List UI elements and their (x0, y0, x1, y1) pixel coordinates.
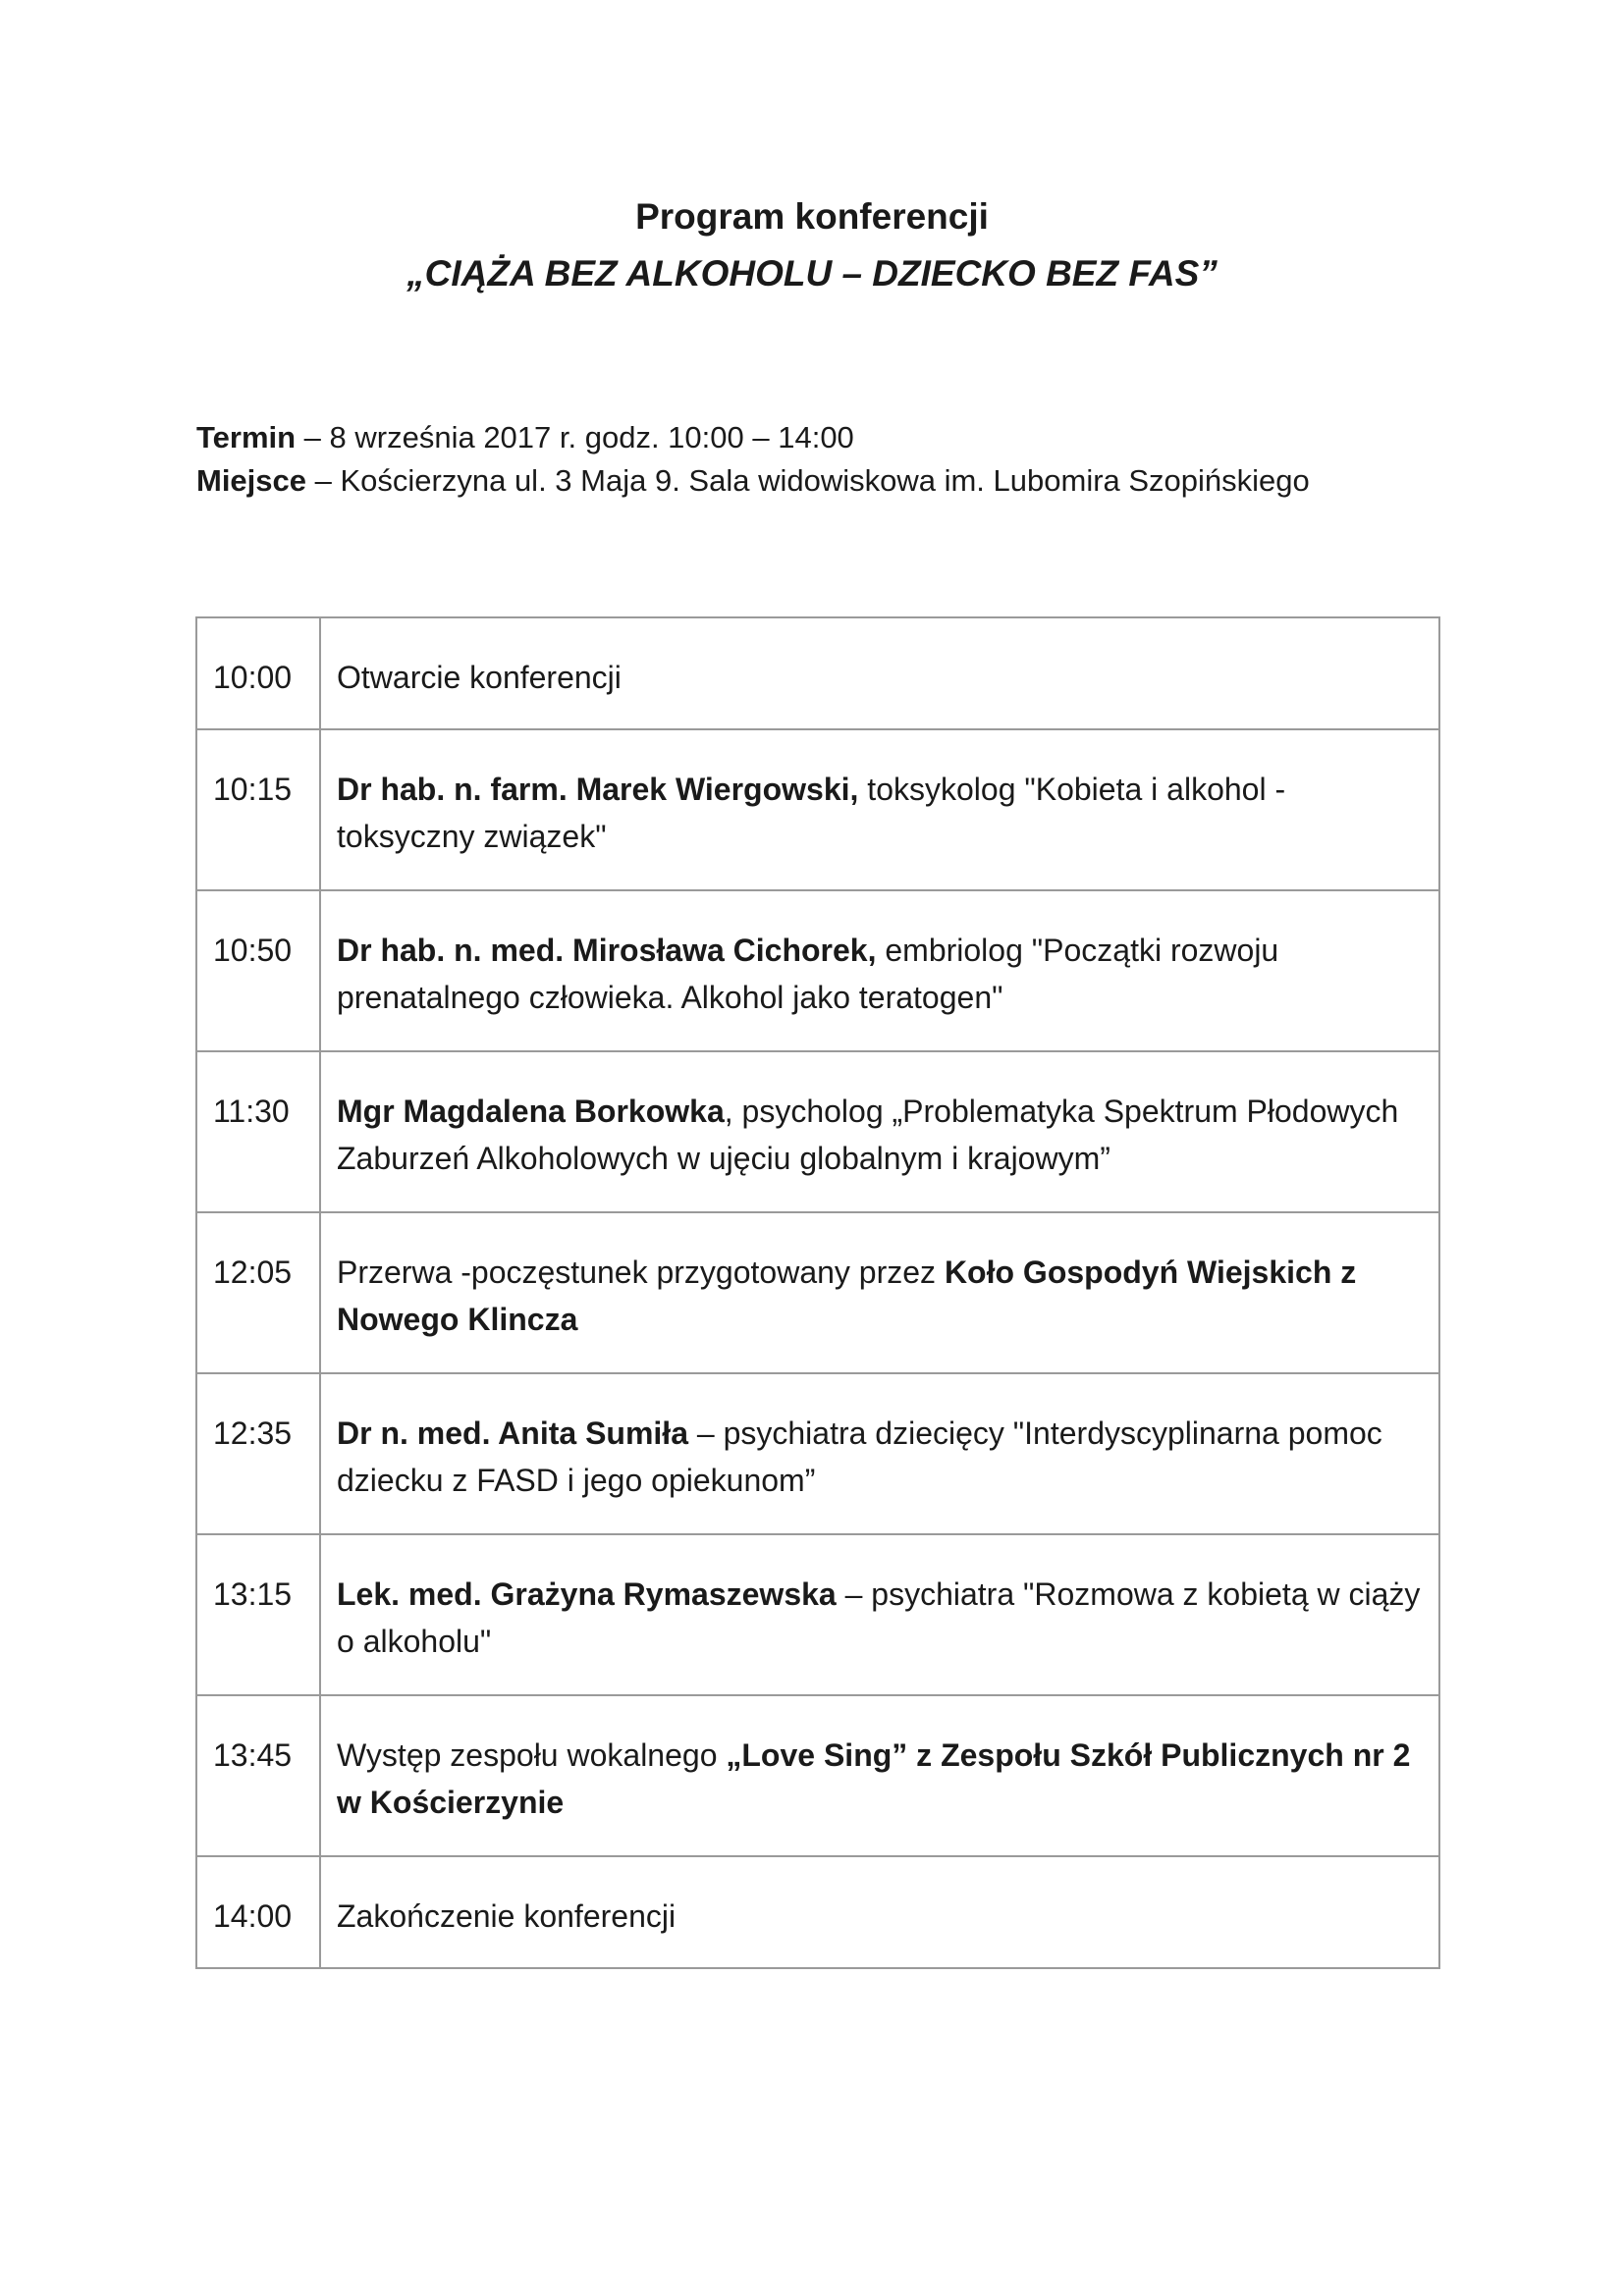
schedule-description (320, 1051, 1439, 1212)
schedule-description (320, 1373, 1439, 1534)
schedule-time: 14:00 (196, 1856, 320, 1968)
schedule-description: Zakończenie konferencji (320, 1856, 1439, 1968)
schedule-time: 11:30 (196, 1051, 320, 1212)
schedule-description (320, 1534, 1439, 1695)
term-label: Termin (196, 420, 297, 454)
talk-info: – psychiatra dziecięcy "Interdyscyplinarna pomoc dziecku z FASD i jego opiekunom” (337, 1415, 1382, 1498)
speaker-name: Dr hab. n. med. Mirosława Cichorek, (337, 933, 877, 968)
schedule-row (196, 1856, 1439, 1968)
host-name: Koło Gospodyń Wiejskich z Nowego Klincza (337, 1255, 1357, 1337)
talk-info: , psycholog „Problematyka Spektrum Płodowych Zaburzeń Alkoholowych w ujęciu globalnym i krajowym” (337, 1094, 1399, 1176)
talk-info: – psychiatra "Rozmowa z kobietą w ciąży o alkoholu" (337, 1576, 1421, 1659)
place-label: Miejsce (196, 463, 307, 498)
speaker-name: Lek. med. Grażyna Rymaszewska (337, 1576, 837, 1612)
conference-subtitle: „CIĄŻA BEZ ALKOHOLU – DZIECKO BEZ FAS” (406, 253, 1218, 294)
speaker-name: Mgr Magdalena Borkowka (337, 1094, 725, 1129)
schedule-time: 10:00 (196, 617, 320, 729)
schedule-description (320, 1695, 1439, 1856)
speaker-name: Dr hab. n. farm. Marek Wiergowski, (337, 772, 859, 807)
schedule-description (320, 729, 1439, 890)
schedule-row (196, 890, 1439, 1051)
talk-info: embriolog "Początki rozwoju prenatalnego człowieka. Alkohol jako teratogen" (337, 933, 1279, 1015)
performer-name: „Love Sing” z Zespołu Szkół Publicznych nr 2 w Kościerzynie (337, 1737, 1411, 1820)
place-value: – Kościerzyna ul. 3 Maja 9. Sala widowiskowa im. Lubomira Szopińskiego (306, 463, 1310, 498)
schedule-row (196, 1695, 1439, 1856)
schedule-time: 12:05 (196, 1212, 320, 1373)
schedule-row (196, 729, 1439, 890)
schedule-time: 10:15 (196, 729, 320, 890)
performance-info: Występ zespołu wokalnego (337, 1737, 727, 1773)
meta-term (196, 420, 854, 455)
schedule-description (320, 890, 1439, 1051)
schedule-time: 13:15 (196, 1534, 320, 1695)
page-title: Program konferencji (635, 196, 989, 237)
break-info: Przerwa -poczęstunek przygotowany przez (337, 1255, 945, 1290)
meta-place (196, 463, 1310, 499)
schedule-row (196, 1212, 1439, 1373)
schedule-row (196, 1051, 1439, 1212)
schedule-table (195, 616, 1440, 1969)
schedule-row (196, 1373, 1439, 1534)
schedule-row (196, 1534, 1439, 1695)
schedule-description: Otwarcie konferencji (320, 617, 1439, 729)
schedule-time: 10:50 (196, 890, 320, 1051)
schedule-time: 13:45 (196, 1695, 320, 1856)
speaker-name: Dr n. med. Anita Sumiła (337, 1415, 688, 1451)
talk-info: toksykolog "Kobieta i alkohol - toksyczny związek" (337, 772, 1286, 854)
schedule-description (320, 1212, 1439, 1373)
schedule-time: 12:35 (196, 1373, 320, 1534)
term-value: – 8 września 2017 r. godz. 10:00 – 14:00 (296, 420, 854, 454)
schedule-row (196, 617, 1439, 729)
